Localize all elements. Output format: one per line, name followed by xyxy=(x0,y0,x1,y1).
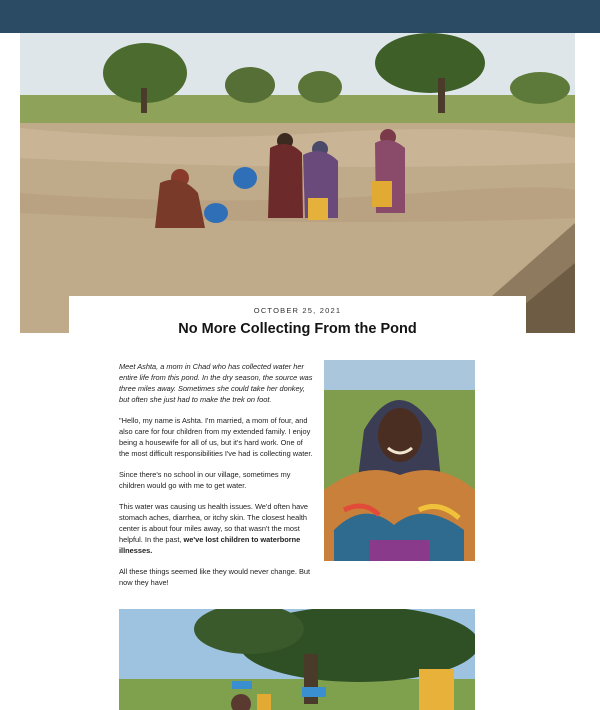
article-title: No More Collecting From the Pond xyxy=(178,321,417,337)
portrait-photo xyxy=(324,360,475,561)
article-body xyxy=(119,361,313,598)
article-paragraph-3-text: This water was causing us health issues. We'd often have stomach aches, diarrhea, or itchy skin. The closest health center is about four miles away, so that wasn't the most helpful. In the past, xyxy=(119,502,309,544)
bottom-photo xyxy=(119,609,475,710)
article-paragraph-1: "Hello, my name is Ashta. I'm married, a mom of four, and also care for four children from my extended family. I enjoy being a housewife for all of us, but it's hard work. One of the most difficult responsibilities I've had is collecting water. xyxy=(119,416,313,458)
article-paragraph-4: All these things seemed like they would never change. But now they have! xyxy=(119,567,311,587)
site-header-bar xyxy=(0,0,600,33)
article-paragraph-3 xyxy=(119,501,313,556)
hero-photo xyxy=(20,33,575,333)
article-paragraph-3-emphasis: we've lost children to waterborne illnesses. xyxy=(119,535,301,555)
article-date: OCTOBER 25, 2021 xyxy=(253,306,342,315)
article-intro: Meet Ashta, a mom in Chad who has collected water her entire life from this pond. In the dry season, the source was three miles away. Sometimes she could take her donkey, but often she just had to make the trek on foot. xyxy=(119,362,313,404)
article-paragraph-2: Since there's no school in our village, sometimes my children would go with me to get water. xyxy=(119,470,291,490)
article-title-card xyxy=(69,296,526,344)
